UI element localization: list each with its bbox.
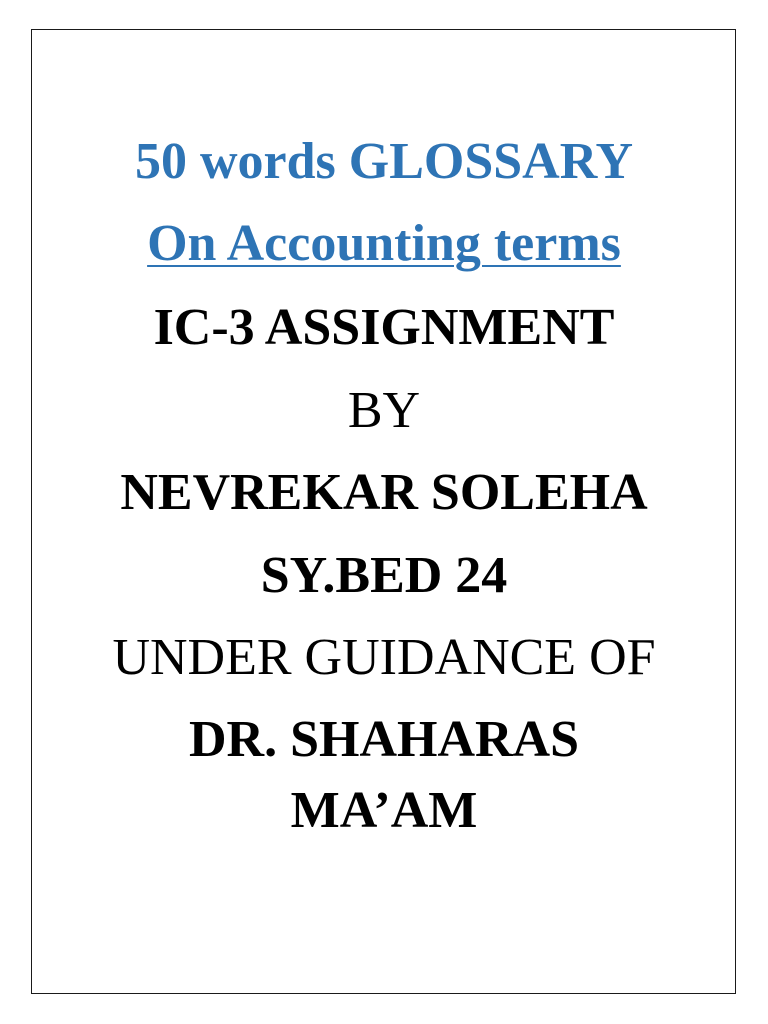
guide-name-line-2: MA’AM [290,782,478,839]
assignment-heading: IC-3 ASSIGNMENT [153,299,615,356]
by-label: BY [347,382,421,439]
author-name: NEVREKAR SOLEHA [120,464,648,521]
title-line-2 [0,215,768,272]
guidance-label: UNDER GUIDANCE OF [112,629,656,686]
guide-name-line-1: DR. SHAHARAS [188,711,580,768]
title-line-1: 50 words GLOSSARY [134,133,634,190]
class-roll: SY.BED 24 [260,547,508,604]
title-line-2-text: On Accounting terms [147,215,621,272]
